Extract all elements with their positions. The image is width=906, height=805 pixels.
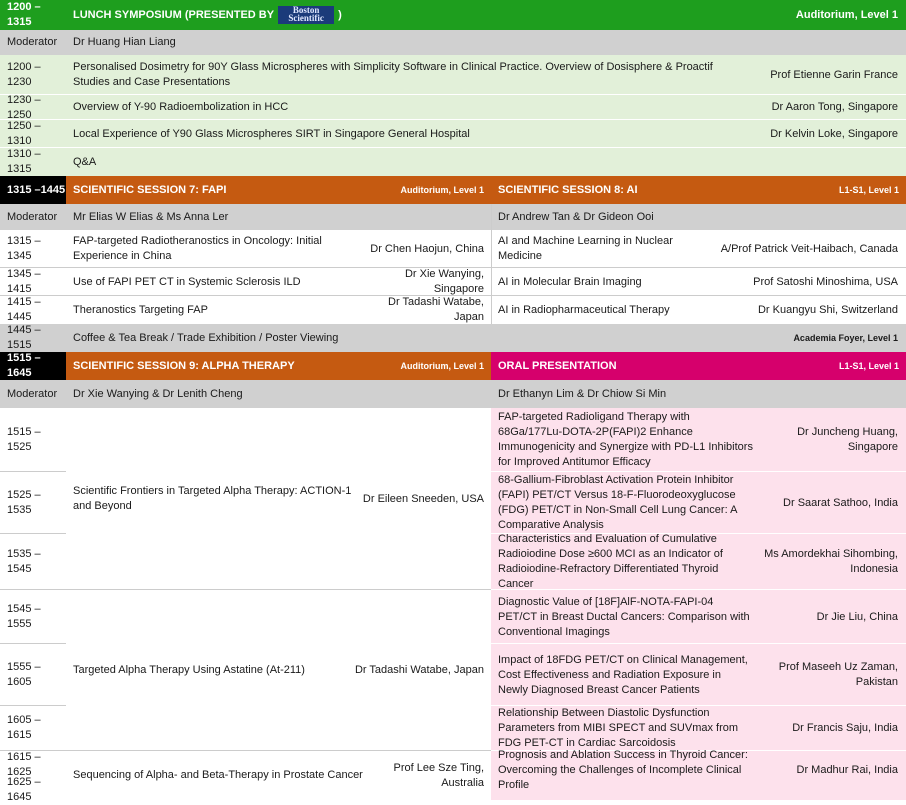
talk-title: Local Experience of Y90 Glass Microspheres SIRT in Singapore General Hospital — [73, 127, 470, 140]
sponsor-logo — [278, 6, 334, 24]
oral-item — [491, 748, 906, 791]
talk-speaker: Dr Kelvin Loke, Singapore — [770, 127, 898, 140]
oral-item-title: Impact of 18FDG PET/CT on Clinical Management, Cost Effectiveness and Radiation Exposure in Newly Diagnosed Breast Cancer Patients — [498, 653, 748, 696]
session-time: 1200 – 1315 — [7, 1, 41, 28]
talk-title: Overview of Y-90 Radioembolization in HCC — [73, 101, 289, 113]
oral-header — [491, 352, 906, 380]
session-9-venue: Auditorium, Level 1 — [400, 360, 484, 371]
oral-item — [491, 472, 906, 534]
talk-time: 1345 – 1415 — [7, 268, 41, 295]
session-time: 1515 – 1645 — [0, 352, 66, 380]
talk-time: 1315 – 1345 — [7, 235, 41, 262]
oral-column — [491, 408, 906, 800]
session-9-column — [66, 408, 491, 800]
session-9-header — [66, 352, 491, 380]
oral-item-speaker: Dr Saarat Sathoo, India — [783, 496, 898, 509]
session-talk-row — [0, 296, 906, 324]
oral-item-speaker: Ms Amordekhai Sihombing, Indonesia — [764, 548, 898, 575]
session-7-header — [66, 176, 491, 204]
session-7-talk-title: Theranostics Targeting FAP — [73, 303, 208, 316]
talk-time: 1200 – 1230 — [7, 61, 41, 88]
lunch-talk-row — [0, 148, 906, 176]
talk-title: Personalised Dosimetry for 90Y Glass Microspheres with Simplicity Software in Clinical Practice. Overview of Dosisphere & Proactif Studies and Case Presentations — [73, 61, 713, 88]
slot-time: 1525 – 1535 — [0, 472, 66, 534]
session-header-row — [0, 176, 906, 204]
slot-time: 1555 – 1605 — [0, 644, 66, 706]
talk-title: Q&A — [73, 155, 97, 168]
moderator-label: Moderator — [7, 387, 58, 400]
oral-venue: L1-S1, Level 1 — [838, 360, 899, 371]
break-row — [0, 324, 906, 352]
session-9-talk-title: Targeted Alpha Therapy Using Astatine (At-211) — [73, 664, 305, 676]
session-9-talk-speaker: Dr Tadashi Watabe, Japan — [354, 664, 484, 676]
session-7-talk-title: Use of FAPI PET CT in Systemic Sclerosis ILD — [73, 275, 301, 288]
oral-item-title: Prognosis and Ablation Success in Thyroid Cancer: Overcoming the Challenges of Incomplete Clinical Profile — [498, 748, 748, 791]
lunch-talk-row — [0, 120, 906, 148]
logo-line-1: Boston — [292, 5, 320, 15]
column-divider — [491, 204, 492, 324]
oral-item-title: Diagnostic Value of [18F]AlF-NOTA-FAPI-04 PET/CT in Breast Ductal Cancers: Comparison with Conventional Imagings — [498, 595, 750, 638]
slot-time: 1615 – 1625 — [7, 751, 41, 778]
session-7-talk-speaker: Dr Xie Wanying, Singapore — [404, 268, 484, 295]
talk-time: 1250 – 1310 — [7, 120, 41, 147]
moderator-label: Moderator — [7, 210, 58, 223]
session-9-talk-title: Sequencing of Alpha- and Beta-Therapy in Prostate Cancer — [73, 769, 363, 781]
slot-time: 1515 – 1525 — [0, 408, 66, 472]
session-time: 1315 –1445 — [0, 176, 66, 204]
oral-item — [491, 590, 906, 644]
session-venue: Auditorium, Level 1 — [795, 8, 898, 21]
oral-item — [491, 644, 906, 706]
talk-speaker: Prof Etienne Garin France — [770, 68, 898, 81]
slot-time: 1625 – 1645 — [7, 775, 41, 803]
session-9-moderator: Dr Xie Wanying & Dr Lenith Cheng — [73, 387, 243, 400]
oral-item — [491, 706, 906, 751]
session-9-talk — [66, 751, 491, 800]
session-7-moderator: Mr Elias W Elias & Ms Anna Ler — [73, 210, 229, 223]
session-title — [73, 0, 573, 30]
slot-time: 1545 – 1555 — [0, 590, 66, 644]
oral-item — [491, 534, 906, 590]
time-column — [0, 408, 66, 803]
talk-time: 1415 – 1445 — [7, 296, 41, 323]
break-time: 1445 – 1515 — [7, 324, 41, 351]
session-8-venue: L1-S1, Level 1 — [838, 184, 899, 195]
oral-item-title: 68-Gallium-Fibroblast Activation Protein Inhibitor (FAPI) PET/CT Versus 18-F-Fluorodeoxyglucose (FDG) PET/CT in Non-Small Cell Lung Cancer: A Comparative Analysis — [498, 474, 737, 531]
talk-speaker: Dr Aaron Tong, Singapore — [771, 101, 898, 113]
talk-time: 1230 – 1250 — [7, 93, 41, 121]
session-8-talk-title: AI in Radiopharmaceutical Therapy — [498, 303, 670, 316]
session-9-talk — [66, 408, 491, 590]
session-talk-row — [0, 268, 906, 296]
oral-item-title: Characteristics and Evaluation of Cumulative Radioiodine Dose ≥600 MCI as an Indicator of Radioiodine-Refractory Differentiated Thyroid Cancer — [498, 533, 723, 590]
oral-item — [491, 408, 906, 472]
session-title-close: ) — [338, 8, 342, 21]
session-8-title: SCIENTIFIC SESSION 8: AI — [498, 183, 638, 196]
session-9-title: SCIENTIFIC SESSION 9: ALPHA THERAPY — [73, 359, 295, 372]
session-8-moderator: Dr Andrew Tan & Dr Gideon Ooi — [498, 210, 654, 223]
lunch-header-row — [0, 0, 906, 30]
oral-moderator: Dr Ethanyn Lim & Dr Chiow Si Min — [498, 387, 667, 400]
session-8-talk-speaker: Dr Kuangyu Shi, Switzerland — [757, 303, 898, 316]
session-7-talk-speaker: Dr Tadashi Watabe, Japan — [388, 296, 484, 323]
session-8-talk-title: AI in Molecular Brain Imaging — [498, 275, 642, 288]
oral-item-speaker: Dr Francis Saju, India — [792, 722, 898, 734]
break-venue: Academia Foyer, Level 1 — [793, 332, 898, 343]
session-7-title: SCIENTIFIC SESSION 7: FAPI — [73, 183, 227, 196]
session-9-talk — [66, 590, 491, 751]
session-7-talk-title: FAP-targeted Radiotheranostics in Oncology: Initial Experience in China — [73, 235, 322, 262]
talk-time: 1310 – 1315 — [7, 148, 41, 175]
moderator-name: Dr Huang Hian Liang — [73, 36, 176, 48]
session-8-talk-speaker: A/Prof Patrick Veit-Haibach, Canada — [720, 242, 898, 255]
oral-item-speaker: Dr Madhur Rai, India — [796, 763, 898, 776]
session-9-talk-speaker: Prof Lee Sze Ting, Australia — [393, 761, 484, 789]
oral-item-title: FAP-targeted Radioligand Therapy with 68Ga/177Lu-DOTA-2P(FAPI)2 Enhance Immunogenicity and Synergize with PD-L1 Inhibitors for Improved Antitumor Efficacy — [498, 411, 753, 468]
session-title-text: LUNCH SYMPOSIUM (PRESENTED BY — [73, 8, 275, 21]
lunch-moderator-row — [0, 30, 906, 55]
slot-time: 1605 – 1615 — [0, 706, 66, 751]
session-8-talk-title: AI and Machine Learning in Nuclear Medicine — [498, 235, 673, 262]
moderator-label: Moderator — [7, 36, 58, 48]
session-8-header — [491, 176, 906, 204]
session-9-talk-title: Scientific Frontiers in Targeted Alpha Therapy: ACTION-1 and Beyond — [73, 485, 352, 512]
session-9-talk-speaker: Dr Eileen Sneeden, USA — [362, 492, 484, 505]
oral-item-speaker: Dr Jie Liu, China — [816, 610, 898, 623]
logo-line-2: Scientific — [288, 13, 324, 23]
lunch-talk-row — [0, 95, 906, 120]
session-7-venue: Auditorium, Level 1 — [400, 184, 484, 195]
lunch-talk-row — [0, 55, 906, 95]
session-talk-row — [0, 230, 906, 268]
session-header-row — [0, 352, 906, 380]
session-moderator-row — [0, 204, 906, 230]
oral-item-speaker: Prof Maseeh Uz Zaman, Pakistan — [778, 661, 898, 688]
session-moderator-row — [0, 380, 906, 408]
oral-title: ORAL PRESENTATION — [498, 359, 617, 372]
break-title: Coffee & Tea Break / Trade Exhibition / Poster Viewing — [73, 331, 339, 344]
slot-time: 1535 – 1545 — [0, 534, 66, 590]
session-8-talk-speaker: Prof Satoshi Minoshima, USA — [753, 275, 898, 288]
session-7-talk-speaker: Dr Chen Haojun, China — [370, 242, 484, 255]
oral-item-title: Relationship Between Diastolic Dysfunction Parameters from MIBI SPECT and SUVmax from FDG PET-CT in Cardiac Sarcoidosis — [498, 707, 739, 749]
oral-item-speaker: Dr Juncheng Huang, Singapore — [797, 426, 898, 453]
